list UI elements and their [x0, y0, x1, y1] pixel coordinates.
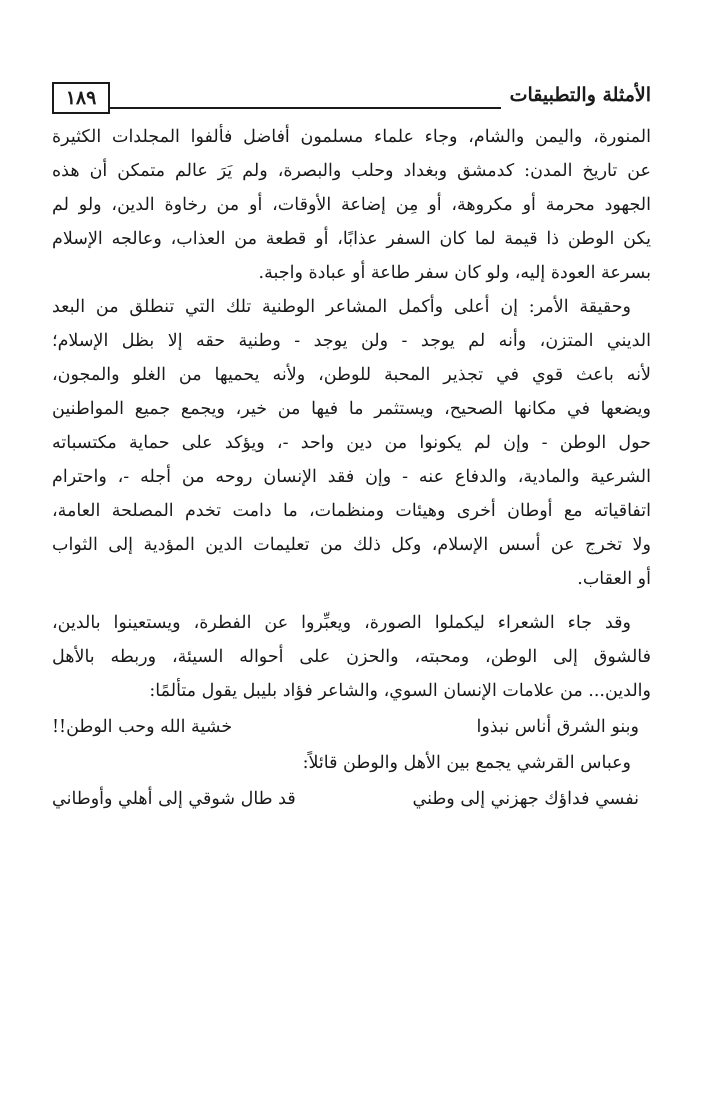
poem-verse	[52, 780, 651, 818]
text-line: وعباس القرشي يجمع بين الأهل والوطن قائلاً:	[302, 753, 631, 773]
text-line: ولا تخرج عن أسس الإسلام، وكل ذلك من تعليمات الدين المؤدية إلى الثواب	[52, 535, 651, 555]
text-line: الشرعية والمادية، والدفاع عنه - وإن فقد الإنسان روحه من أجله -، واحترام	[52, 467, 651, 487]
text-line: وقد جاء الشعراء ليكملوا الصورة، ويعبِّروا عن الفطرة، ويستعينوا بالدين،	[52, 613, 631, 633]
text-line: لأنه باعث قوي في تجذير المحبة للوطن، ولأنه يحميها من الغلو والمجون،	[52, 365, 651, 385]
text-line: بسرعة العودة إليه، ولو كان سفر طاعة أو عبادة واجبة.	[258, 263, 651, 283]
text-line: المنورة، واليمن والشام، وجاء علماء مسلمون أفاضل فألفوا المجلدات الكثيرة	[52, 127, 651, 147]
text-line: اتفاقياته مع أوطان أخرى وهيئات ومنظمات، ما دامت تخدم المصلحة العامة،	[52, 501, 651, 521]
text-line: ويضعها في مكانها الصحيح، ويستثمر ما فيها من خير، ويجمع جميع المواطنين	[52, 399, 651, 419]
header-rule	[110, 107, 501, 109]
verse-second-hemistich: خشية الله وحب الوطن!!	[52, 717, 233, 737]
poem-verse	[52, 708, 651, 746]
page-number: ١٨٩	[52, 82, 110, 114]
text-line: وحقيقة الأمر: إن أعلى وأكمل المشاعر الوطنية تلك التي تنطلق من البعد	[52, 297, 631, 317]
running-header	[52, 82, 651, 116]
body-text	[52, 120, 651, 818]
verse-first-hemistich: وبنو الشرق أناس نبذوا	[476, 717, 639, 737]
text-line: والدين... من علامات الإنسان السوي، والشاعر فؤاد بليبل يقول متألمًا:	[149, 681, 651, 701]
chapter-title: الأمثلة والتطبيقات	[506, 84, 651, 106]
verse-second-hemistich: قد طال شوقي إلى أهلي وأوطاني	[52, 789, 296, 809]
text-line: حول الوطن - وإن لم يكونوا من دين واحد -، ويؤكد على حماية مكتسباته	[52, 433, 651, 453]
verse-first-hemistich: نفسي فداؤك جهزني إلى وطني	[412, 789, 639, 809]
text-line: الجهود محرمة أو مكروهة، أو مِن إضاعة الأوقات، أو من رخاوة الدين، ولو لم	[52, 195, 651, 215]
text-line: فالشوق إلى الوطن، ومحبته، والحزن على أحواله السيئة، وربطه بالأهل	[52, 647, 651, 667]
text-line: عن تاريخ المدن: كدمشق وبغداد وحلب والبصرة، ولم يَرَ عالم متمكن أن هذه	[52, 161, 651, 181]
text-line: الديني المتزن، وأنه لم يوجد - ولن يوجد - وطنية حقه إلا بظل الإسلام؛	[52, 331, 651, 351]
text-line: يكن الوطن ذا قيمة لما كان السفر عذابًا، أو قطعة من العذاب، وعالجه الإسلام	[52, 229, 651, 249]
text-line: أو العقاب.	[577, 569, 651, 589]
paragraph-gap	[52, 596, 651, 606]
